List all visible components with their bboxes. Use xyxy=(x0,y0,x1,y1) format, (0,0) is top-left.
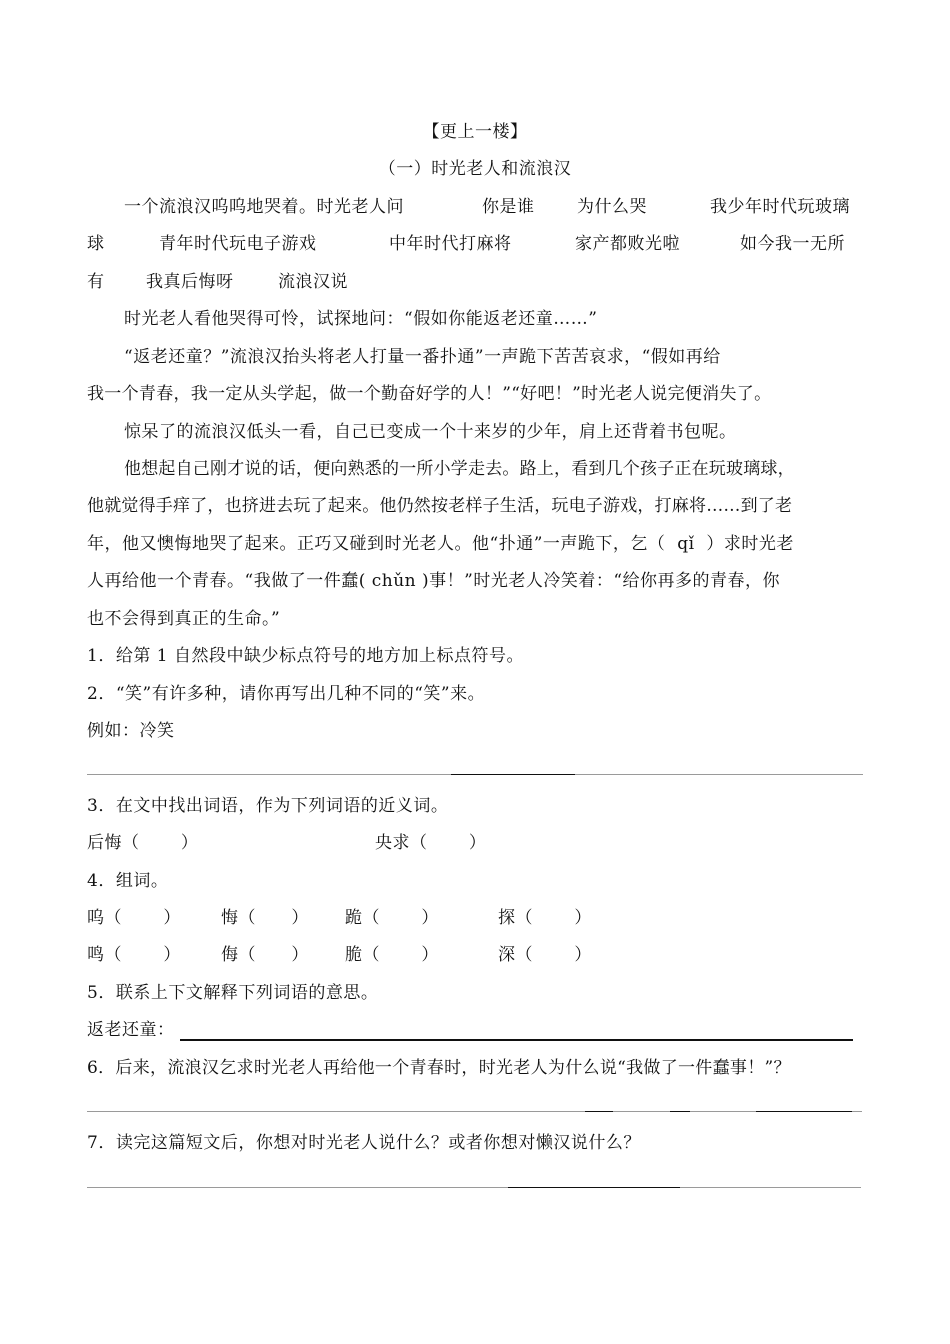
q5-term: 返老还童： xyxy=(87,1020,175,1040)
q3-blank-item[interactable]: 后悔（ ） xyxy=(87,833,199,853)
paragraph-5-line: 也不会得到真正的生命。” xyxy=(87,609,281,629)
question-7: 7．读完这篇短文后，你想对时光老人说什么？或者你想对懒汉说什么？ xyxy=(87,1133,641,1153)
q4-blank-item[interactable]: 悔（ ） xyxy=(221,908,309,928)
p1-segment: 你是谁 xyxy=(482,197,535,217)
q4-blank-item[interactable]: 跪（ ） xyxy=(345,908,439,928)
q4-blank-item[interactable]: 深（ ） xyxy=(498,945,592,965)
section-title: 【更上一楼】 xyxy=(422,122,528,142)
question-1: 1．给第 1 自然段中缺少标点符号的地方加上标点符号。 xyxy=(87,646,524,666)
p1-segment: 有 xyxy=(87,272,105,292)
question-4: 4．组词。 xyxy=(87,871,169,891)
q4-blank-item[interactable]: 侮（ ） xyxy=(221,945,309,965)
p1-segment: 为什么哭 xyxy=(577,197,647,217)
answer-line-q6-segment xyxy=(585,1111,613,1112)
q3-blank-item[interactable]: 央求（ ） xyxy=(375,833,487,853)
p1-segment: 如今我一无所 xyxy=(740,234,845,254)
answer-line-q7[interactable] xyxy=(87,1187,861,1188)
question-6: 6．后来，流浪汉乞求时光老人再给他一个青春时，时光老人为什么说“我做了一件蠢事！”？ xyxy=(87,1058,791,1078)
question-2: 2．“笑”有许多种，请你再写出几种不同的“笑”来。 xyxy=(87,684,486,704)
answer-line-q5[interactable] xyxy=(180,1039,853,1041)
question-5: 5．联系上下文解释下列词语的意思。 xyxy=(87,983,379,1003)
question-2-example: 例如：冷笑 xyxy=(87,721,175,741)
paragraph-3-line: “返老还童？”流浪汉抬头将老人打量一番扑通”一声跪下苦苦哀求，“假如再给 xyxy=(124,347,721,367)
p1-segment: 球 xyxy=(87,234,105,254)
paragraph-4: 惊呆了的流浪汉低头一看，自己已变成一个十来岁的少年，肩上还背着书包呢。 xyxy=(124,422,737,442)
paragraph-5-line: 人再给他一个青春。“我做了一件蠢( chǔn )事！”时光老人冷笑着：“给你再多的青春，你 xyxy=(87,571,781,591)
answer-line-q6-segment xyxy=(756,1111,852,1112)
answer-line-q2-segment xyxy=(451,774,575,775)
p1-segment: 流浪汉说 xyxy=(278,272,348,292)
p1-segment: 我少年时代玩玻璃 xyxy=(710,197,850,217)
p1-segment: 我真后悔呀 xyxy=(146,272,234,292)
answer-line-q6-segment xyxy=(670,1111,690,1112)
answer-line-q7-segment xyxy=(508,1187,680,1188)
answer-line-q6[interactable] xyxy=(87,1111,862,1112)
p1-segment: 一个流浪汉呜呜地哭着。时光老人问 xyxy=(124,197,404,217)
paragraph-5-line: 他就觉得手痒了，也挤进去玩了起来。他仍然按老样子生活，玩电子游戏，打麻将……到了老 xyxy=(87,496,793,516)
paragraph-2: 时光老人看他哭得可怜，试探地问：“假如你能返老还童……” xyxy=(124,309,598,329)
question-3: 3．在文中找出词语，作为下列词语的近义词。 xyxy=(87,796,449,816)
paragraph-5-line: 年，他又懊悔地哭了起来。正巧又碰到时光老人。他“扑通”一声跪下，乞（ qǐ ）求时光老 xyxy=(87,534,794,554)
paragraph-3-line: 我一个青春，我一定从头学起，做一个勤奋好学的人！”“好吧！”时光老人说完便消失了。 xyxy=(87,384,772,404)
q4-blank-item[interactable]: 探（ ） xyxy=(498,908,592,928)
q4-blank-item[interactable]: 呜（ ） xyxy=(87,908,181,928)
paragraph-5-line: 他想起自己刚才说的话，便向熟悉的一所小学走去。路上，看到几个孩子正在玩玻璃球， xyxy=(124,459,795,479)
p1-segment: 青年时代玩电子游戏 xyxy=(159,234,317,254)
q4-blank-item[interactable]: 脆（ ） xyxy=(345,945,439,965)
p1-segment: 家产都败光啦 xyxy=(575,234,680,254)
story-title: （一）时光老人和流浪汉 xyxy=(378,159,572,179)
q4-blank-item[interactable]: 鸣（ ） xyxy=(87,945,181,965)
p1-segment: 中年时代打麻将 xyxy=(389,234,512,254)
